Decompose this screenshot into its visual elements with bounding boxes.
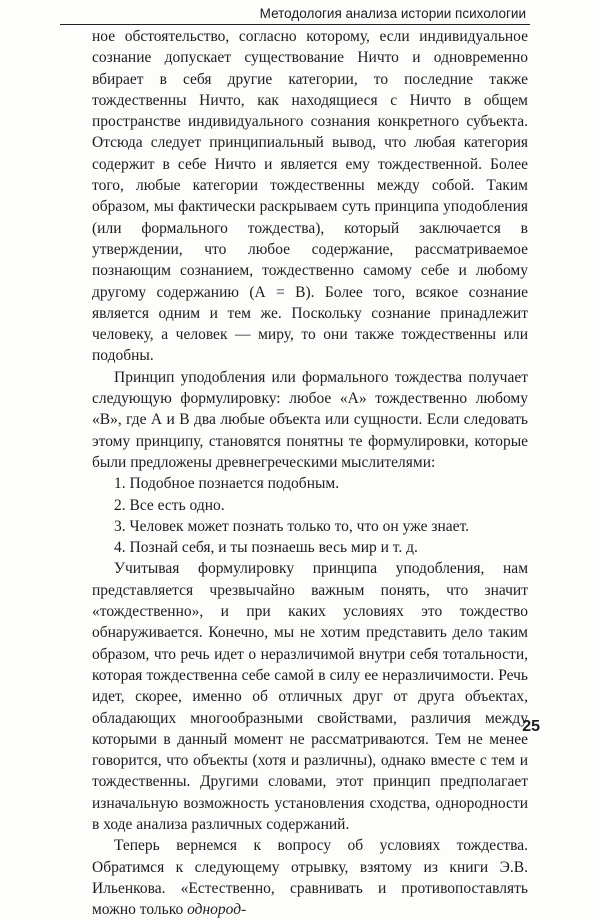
running-title: Методология анализа истории психологии — [259, 6, 526, 21]
numbered-list — [92, 473, 528, 558]
list-item: 4. Познай себя, и ты познаешь весь мир и т. д. — [114, 539, 418, 557]
page-number: 25 — [522, 718, 540, 735]
paragraph-4-text: Теперь вернемся к вопросу об условиях тождества. Обратимся к следующему отрывку, взятому из книги Э.В. Ильенкова. «Естественно, сравнивать и противопоставлять можно только — [92, 837, 528, 919]
list-item: 1. Подобное познается подобным. — [114, 475, 340, 493]
paragraph-4-italic: однород- — [187, 901, 247, 919]
paragraph-4 — [92, 835, 528, 920]
running-head — [60, 4, 530, 25]
list-item: 3. Человек может познать только то, что он уже знает. — [114, 517, 470, 535]
list-item: 2. Все есть одно. — [114, 496, 225, 514]
body-text — [92, 26, 528, 920]
paragraph-3: Учитывая формулировку принципа уподобления, нам представляется чрезвычайно важным понять, что значит «тождественно», и при каких условиях это тождество обнаруживается. Конечно, мы не хотим представить дело таким образом, что речь идет о неразличимой внутри себя тотальности, которая тождественна себе самой в силу ее неразличимости. Речь идет, скорее, именно об отличных друг от друга объектах, обладающих многообразными свойствами, различия между которыми в данный момент не рассматриваются. Тем не менее говорится, что объекты (хотя и различны), однако вместе с тем и тождественны. Другими словами, этот принцип предполагает изначальную возможность установления сходства, однородности в ходе анализа различных содержаний. — [92, 560, 528, 833]
paragraph-1: ное обстоятельство, согласно которому, если индивидуальное сознание допускает существование Ничто и одновременно вбирает в себя другие категории, то последние также тождественны Ничто, как находящиеся с Ничто в общем пространстве индивидуального сознания конкретного субъекта. Отсюда следует принципиальный вывод, что любая категория содержит в себе Ничто и является ему тождественной. Более того, любые категории тождественны между собой. Таким образом, мы фактически раскрываем суть принципа уподобления (или формального тождества), который заключается в утверждении, что любое содержание, рассматриваемое познающим сознанием, тождественно самому себе и любому другому содержанию (А = В). Более того, всякое сознание является одним и тем же. Поскольку сознание принадлежит человеку, а человек — миру, то они также тождественны или подобны. — [92, 28, 528, 365]
paragraph-2: Принцип уподобления или формального тождества получает следующую формулировку: любое «А» тождественно любому «В», где А и В два любые объекта или сущности. Если следовать этому принципу, становятся понятны те формулировки, которые были предложены древнегреческими мыслителями: — [92, 368, 528, 471]
